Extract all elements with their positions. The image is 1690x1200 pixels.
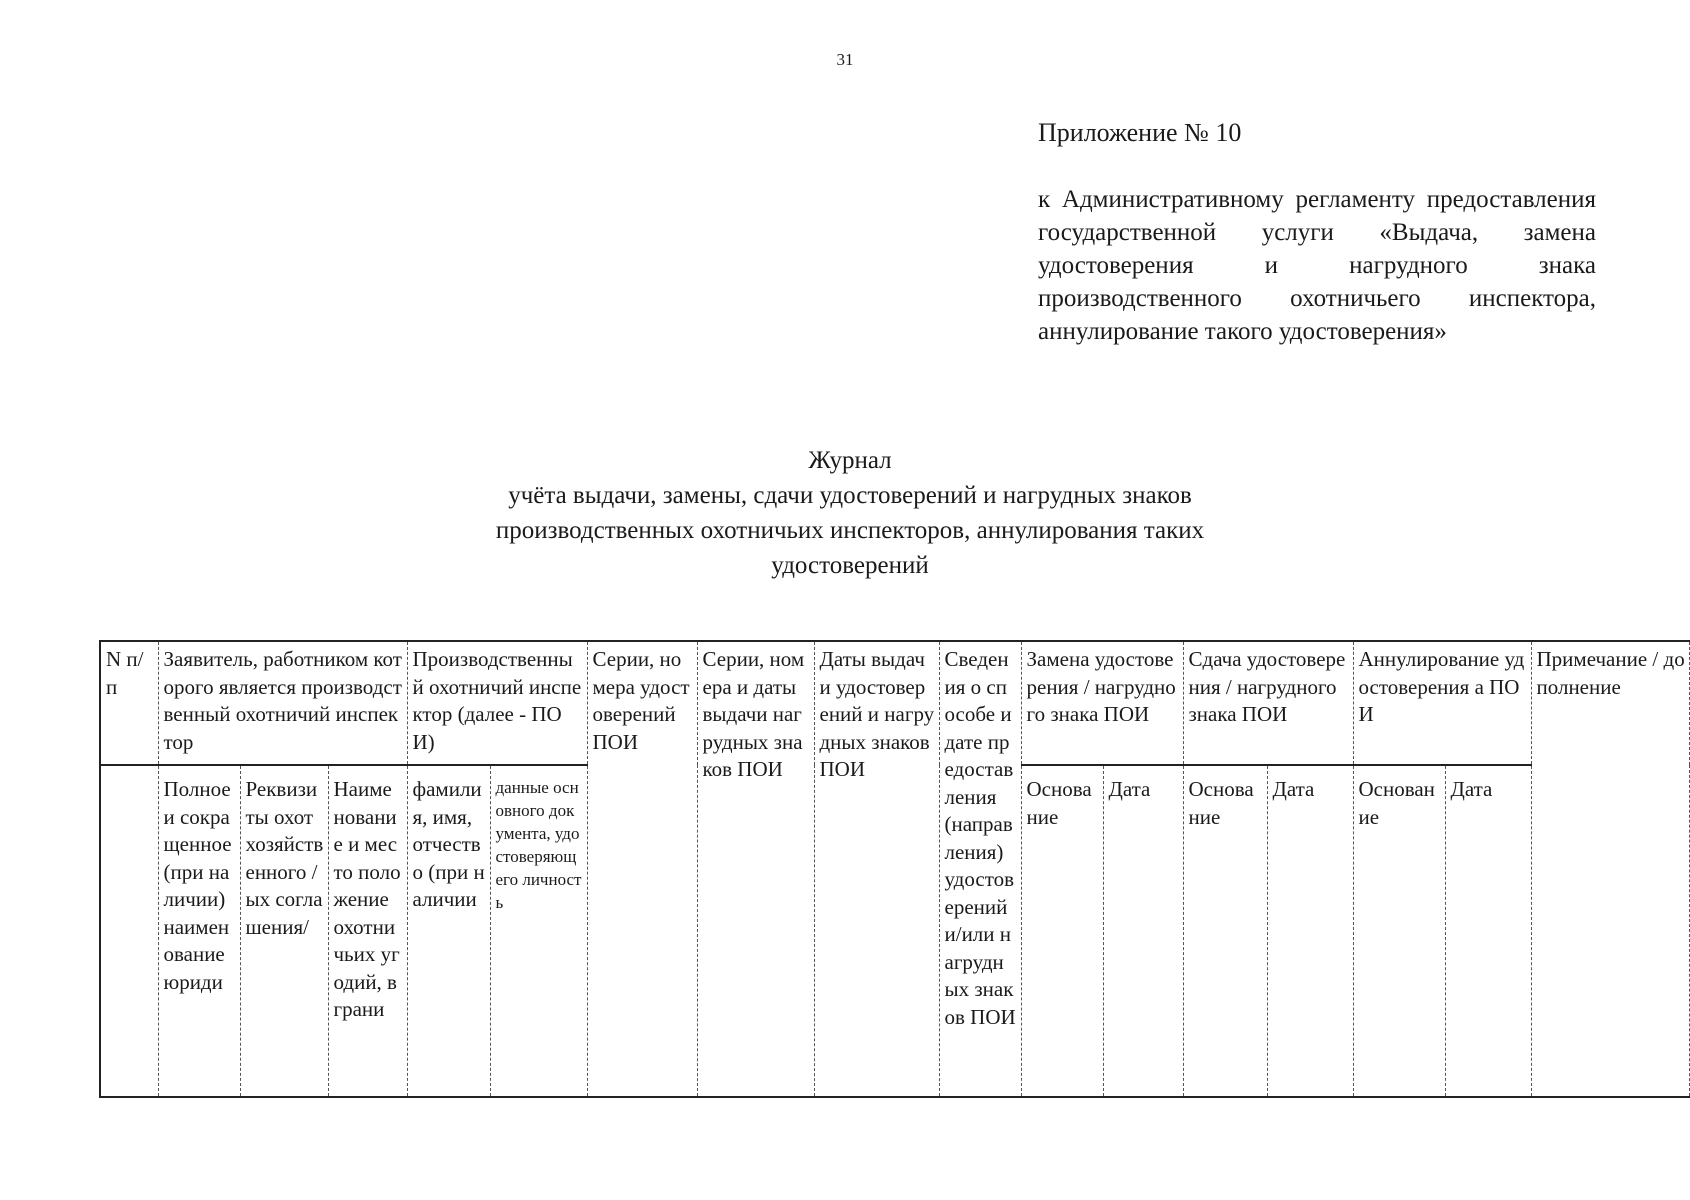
sub-inspector-document: данные основного документа, удостоверяющего личность (490, 765, 587, 1097)
journal-table (99, 640, 1690, 1098)
sub-surrender-date: Дата (1267, 765, 1353, 1097)
header-certificate-series: Серии, номера удостоверений ПОИ (587, 641, 697, 1097)
sub-surrender-basis: Основание (1183, 765, 1267, 1097)
sub-applicant-requisites: Реквизиты охотхозяйственного /ых соглашения/ (240, 765, 328, 1097)
appendix-title: Приложение № 10 (1038, 118, 1242, 147)
header-notes: Примечание / дополнение (1531, 641, 1690, 1097)
header-inspector: Производственный охотничий инспектор (далее - ПОИ) (407, 641, 587, 765)
header-delivery-info: Сведения о способе и дате предоставления (направления) удостоверений и/или нагрудных знаков ПОИ (939, 641, 1021, 1097)
appendix-text: к Административному регламенту предоставления государственной услуги «Выдача, замена удостоверения и нагрудного знака производственного охотничьего инспектора, аннулирование такого удостоверения» (1038, 186, 1596, 345)
sub-applicant-name: Полное и сокращенное (при наличии) наименование юриди (158, 765, 240, 1097)
sub-replace-basis: Основание (1021, 765, 1103, 1097)
header-replacement: Замена удостоверения / нагрудного знака ПОИ (1021, 641, 1183, 765)
sub-inspector-name: фамилия, имя, отчество (при наличии (407, 765, 490, 1097)
journal-title: Журнал (808, 447, 892, 474)
sub-replace-date: Дата (1103, 765, 1183, 1097)
header-badge-series: Серии, номера и даты выдачи нагрудных знаков ПОИ (697, 641, 814, 1097)
table-header-row (100, 641, 1690, 765)
journal-heading (420, 443, 1280, 583)
page-number: 31 (836, 50, 854, 69)
sub-annul-date: Дата (1445, 765, 1531, 1097)
header-applicant: Заявитель, работником которого является производственный охотничий инспектор (158, 641, 407, 765)
sub-applicant-location: Наименование и место положение охотничьих угодий, в грани (328, 765, 407, 1097)
header-annulment: Аннулирование удостоверения а ПОИ (1353, 641, 1531, 765)
sub-annul-basis: Основание (1353, 765, 1445, 1097)
header-surrender: Сдача удостоверения / нагрудного знака ПОИ (1183, 641, 1353, 765)
journal-subtitle: учёта выдачи, замены, сдачи удостоверений и нагрудных знаков производственных охотничьих инспекторов, аннулирования таких удостоверений (495, 482, 1205, 579)
header-number: N п/п (100, 641, 158, 765)
empty-cell (100, 765, 158, 1097)
header-issue-dates: Даты выдачи удостоверений и нагрудных знаков ПОИ (814, 641, 939, 1097)
